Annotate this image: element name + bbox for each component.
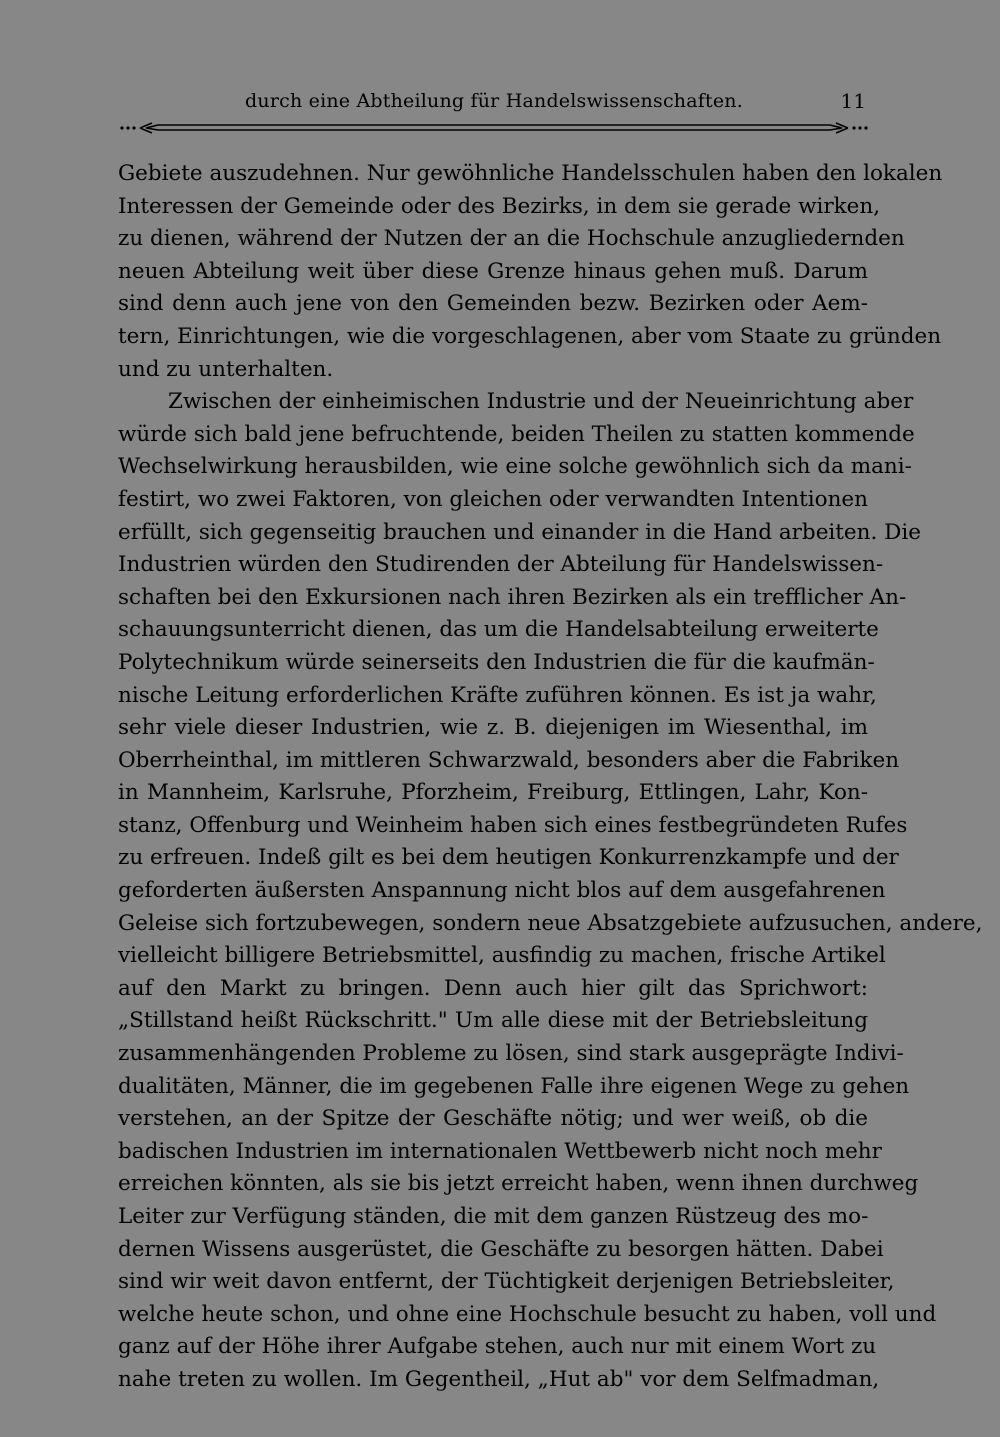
text-line: stanz, Offenburg und Weinheim haben sich eines festbegründeten Rufes — [118, 812, 908, 838]
text-line: erfüllt, sich gegenseitig brauchen und einander in die Hand arbeiten. Die — [118, 519, 922, 545]
text-line: in Mannheim, Karlsruhe, Pforzheim, Freiburg, Ettlingen, Lahr, Kon- — [118, 780, 868, 806]
text-line: Industrien würden den Studirenden der Abteilung für Handelswissen- — [118, 552, 884, 578]
text-line: dualitäten, Männer, die im gegebenen Falle ihre eigenen Wege zu gehen — [118, 1073, 910, 1099]
running-head: durch eine Abtheilung für Handelswissenschaften. — [245, 90, 743, 112]
text-line: nische Leitung erforderlichen Kräfte zuführen können. Es ist ja wahr, — [118, 682, 877, 708]
ornamental-rule — [118, 119, 870, 137]
text-line: „Stillstand heißt Rückschritt." Um alle diese mit der Betriebsleitung — [118, 1008, 868, 1034]
text-line: ganz auf der Höhe ihrer Aufgabe stehen, auch nur mit einem Wort zu — [118, 1334, 877, 1360]
text-line: Polytechnikum würde seinerseits den Industrien die für die kaufmän- — [118, 649, 875, 675]
text-line: vielleicht billigere Betriebsmittel, ausfindig zu machen, frische Artikel — [118, 943, 886, 969]
page-header — [118, 86, 870, 116]
text-line: badischen Industrien im internationalen Wettbewerb nicht noch mehr — [118, 1138, 882, 1164]
text-line: auf den Markt zu bringen. Denn auch hier gilt das Sprichwort: — [118, 975, 868, 1001]
text-line: Interessen der Gemeinde oder des Bezirks, in dem sie gerade wirken, — [118, 193, 881, 219]
page-number: 11 — [840, 89, 866, 113]
text-line: zu dienen, während der Nutzen der an die Hochschule anzugliedernden — [118, 226, 905, 252]
text-line: festirt, wo zwei Faktoren, von gleichen oder verwandten Intentionen — [118, 486, 868, 512]
text-line: zusammenhängenden Probleme zu lösen, sind stark ausgeprägte Indivi- — [118, 1041, 904, 1067]
text-line: schaften bei den Exkursionen nach ihren Bezirken als ein trefflicher An- — [118, 584, 907, 610]
text-line: dernen Wissens ausgerüstet, die Geschäfte zu besorgen hätten. Dabei — [118, 1236, 884, 1262]
text-line: sehr viele dieser Industrien, wie z. B. diejenigen im Wiesenthal, im — [118, 715, 868, 741]
text-line: sind wir weit davon entfernt, der Tüchtigkeit derjenigen Betriebsleiter, — [118, 1269, 895, 1295]
text-line: Zwischen der einheimischen Industrie und der Neueinrichtung aber — [168, 389, 914, 415]
text-line: würde sich bald jene befruchtende, beiden Theilen zu statten kommende — [118, 421, 915, 447]
text-line: erreichen könnten, als sie bis jetzt erreicht haben, wenn ihnen durchweg — [118, 1171, 919, 1197]
text-line: Geleise sich fortzubewegen, sondern neue Absatzgebiete aufzusuchen, andere, — [118, 910, 983, 936]
text-line: tern, Einrichtungen, wie die vorgeschlagenen, aber vom Staate zu gründen — [118, 323, 942, 349]
text-line: geforderten äußersten Anspannung nicht blos auf dem ausgefahrenen — [118, 878, 886, 904]
text-line: nahe treten zu wollen. Im Gegentheil, „Hut ab" vor dem Selfmadman, — [118, 1366, 880, 1392]
text-line: neuen Abteilung weit über diese Grenze hinaus gehen muß. Darum — [118, 258, 868, 284]
text-line: sind denn auch jene von den Gemeinden bezw. Bezirken oder Aem- — [118, 291, 868, 317]
text-line: schauungsunterricht dienen, das um die Handelsabteilung erweiterte — [118, 617, 879, 643]
text-line: welche heute schon, und ohne eine Hochschule besucht zu haben, voll und — [118, 1301, 937, 1327]
text-line: verstehen, an der Spitze der Geschäfte nötig; und wer weiß, ob die — [118, 1106, 868, 1132]
text-line: Oberrheinthal, im mittleren Schwarzwald, besonders aber die Fabriken — [118, 747, 900, 773]
body-text — [118, 158, 983, 1397]
text-line: Leiter zur Verfügung ständen, die mit dem ganzen Rüstzeug des mo- — [118, 1204, 869, 1229]
text-line: Gebiete auszudehnen. Nur gewöhnliche Handelsschulen haben den lokalen — [118, 161, 943, 186]
text-line: zu erfreuen. Indeß gilt es bei dem heutigen Konkurrenzkampfe und der — [118, 845, 899, 871]
text-line: und zu unterhalten. — [118, 356, 334, 382]
text-line: Wechselwirkung herausbilden, wie eine solche gewöhnlich sich da mani- — [118, 454, 912, 480]
